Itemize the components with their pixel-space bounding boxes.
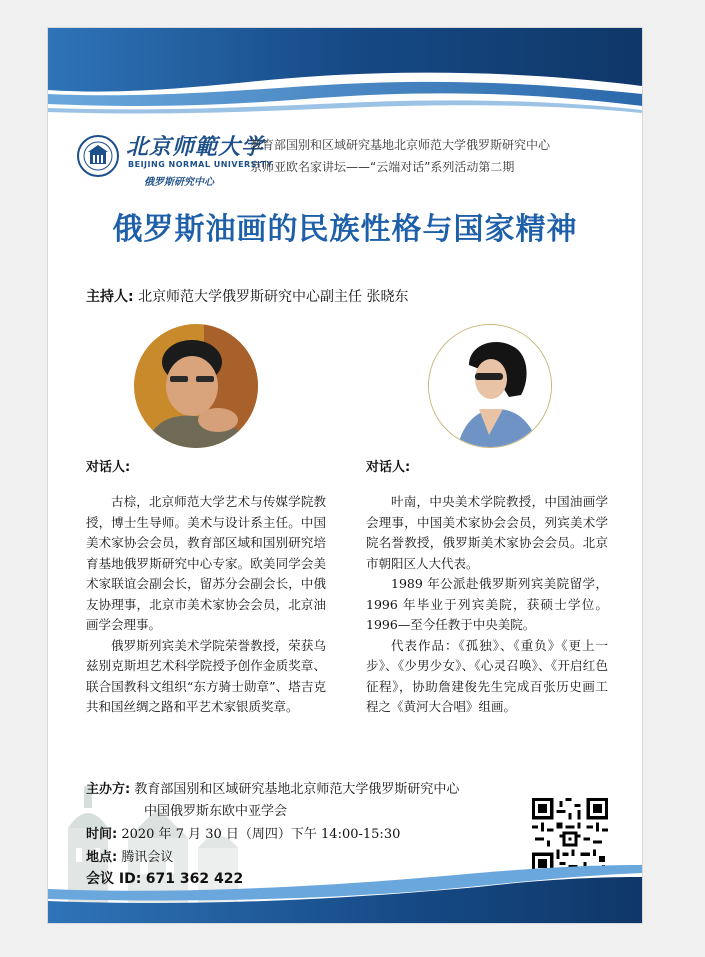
time-row bbox=[86, 823, 400, 842]
speaker-1-photo bbox=[134, 324, 258, 448]
organizer-row bbox=[86, 778, 459, 797]
logo-name-cn: 北京师範大学 bbox=[126, 134, 265, 160]
poster bbox=[48, 28, 642, 923]
time-value: 2020 年 7 月 30 日（周四）下午 14:00-15:30 bbox=[121, 827, 401, 842]
speaker-2-photo bbox=[428, 324, 552, 448]
place-label: 地点: bbox=[86, 850, 118, 865]
header-series-line: 京师亚欧名家讲坛——“云端对话”系列活动第二期 bbox=[250, 160, 515, 174]
meeting-id-label: 会议 ID: bbox=[86, 871, 142, 887]
host-value: 北京师范大学俄罗斯研究中心副主任 张晓东 bbox=[138, 289, 409, 305]
speaker-1-bio-paragraph: 古棕，北京师范大学艺术与传媒学院教授，博士生导师。美术与设计系主任。中国美术家协会会员，教育部区域和国别研究培育基地俄罗斯研究中心专家。欧美同学会美术家联谊会副会长，留苏分会副会长，中俄友协理事，北京市美术家协会会员，北京油画学会理事。 bbox=[86, 494, 326, 632]
university-seal-icon bbox=[76, 134, 120, 178]
host-label: 主持人: bbox=[86, 289, 134, 305]
time-label: 时间: bbox=[86, 827, 118, 842]
logo-name-en: BEIJING NORMAL UNIVERSITY bbox=[128, 160, 273, 169]
speaker-2-bio bbox=[366, 492, 608, 718]
place-value: 腾讯会议 bbox=[121, 850, 174, 865]
speaker-2-label: 对话人: bbox=[366, 460, 411, 475]
speaker-2-bio-paragraph: 1989 年公派赴俄罗斯列宾美院留学，1996 年毕业于列宾美院，获硕士学位。1996—至今任教于中央美院。 bbox=[366, 576, 608, 632]
header-organizer-line: 教育部国别和区域研究基地北京师范大学俄罗斯研究中心 bbox=[250, 138, 551, 152]
meeting-id-value: 671 362 422 bbox=[145, 871, 244, 887]
university-logo bbox=[76, 128, 273, 208]
organizer-label: 主办方: bbox=[86, 782, 131, 797]
host-line bbox=[86, 286, 409, 306]
event-title: 俄罗斯油画的民族性格与国家精神 bbox=[112, 212, 578, 247]
speaker-2-bio-paragraph: 叶南，中央美术学院教授，中国油画学会理事，中国美术家协会会员，列宾美术学院名誉教授，俄罗斯美术家协会会员。北京市朝阳区人大代表。 bbox=[366, 494, 608, 571]
speaker-1-label: 对话人: bbox=[86, 460, 131, 475]
organizer-value-2: 中国俄罗斯东欧中亚学会 bbox=[144, 804, 288, 819]
bottom-wave-band bbox=[48, 859, 642, 923]
speaker-1-bio bbox=[86, 492, 326, 718]
logo-center-name: 俄罗斯研究中心 bbox=[144, 177, 214, 188]
speaker-2-bio-paragraph: 代表作品：《孤独》、《重负》《更上一步》、《少男少女》、《心灵召唤》、《开启红色征程》，协助詹建俊先生完成百张历史画工程之《黄河大合唱》组画。 bbox=[366, 637, 608, 714]
top-wave-band bbox=[48, 28, 642, 138]
speaker-1-bio-paragraph: 俄罗斯列宾美术学院荣誉教授，荣获乌兹别克斯坦艺术科学院授予创作金质奖章、联合国教科文组织“东方骑士勋章”、塔吉克共和国丝绸之路和平艺术家银质奖章。 bbox=[86, 637, 326, 714]
organizer-value-1: 教育部国别和区域研究基地北京师范大学俄罗斯研究中心 bbox=[134, 782, 460, 797]
